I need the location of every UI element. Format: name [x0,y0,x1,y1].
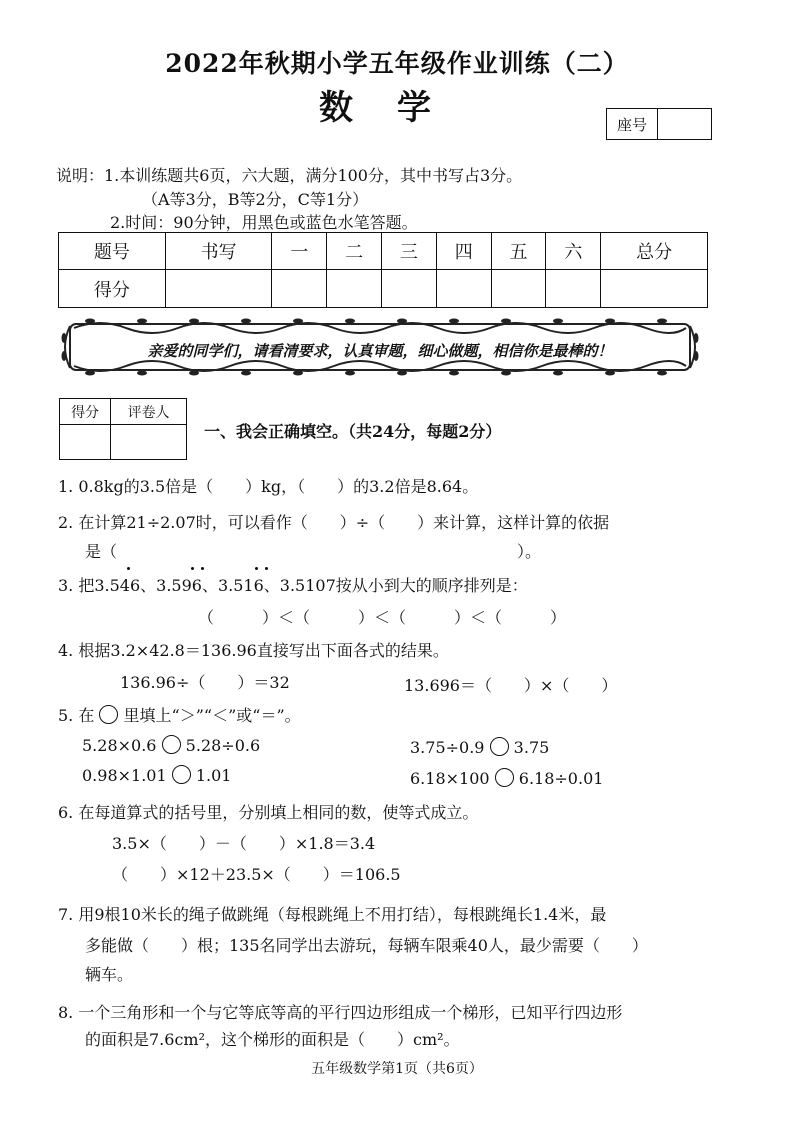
q5-item-4-right: 6.18÷0.01 [518,769,604,788]
score-cell[interactable] [491,270,546,308]
q5-item-1 [82,735,260,755]
question-6-line-3: （ ）×12＋23.5×（ ）＝106.5 [112,865,401,884]
q5-item-1-left: 5.28×0.6 [82,736,157,755]
question-4-left: 136.96÷（ ）＝32 [120,673,290,692]
score-header-cell: 一 [272,233,327,270]
grader-score-field[interactable] [60,425,111,460]
score-header-cell: 三 [382,233,437,270]
grader-name-field[interactable] [111,425,187,460]
question-4-right: 13.696＝（ ）×（ ） [404,676,618,695]
grader-box [59,398,187,460]
q5-item-1-right: 5.28÷0.6 [185,736,261,755]
grader-name-label: 评卷人 [111,399,187,425]
q5-item-2 [410,737,549,757]
encouragement-message: 亲爱的同学们，请看清要求，认真审题，细心做题，相信你是最棒的！ [147,342,613,360]
q5-item-3-right: 1.01 [195,766,232,785]
repeating-decimal-dot [255,567,258,570]
question-8-line-1: 8. 一个三角形和一个与它等底等高的平行四边形组成一个梯形，已知平行四边形 [58,1003,623,1022]
compare-circle-icon[interactable] [490,737,509,756]
exam-title: 2022年秋期小学五年级作业训练（二） [165,49,629,78]
repeating-decimal-dot [265,567,268,570]
question-6-line-1: 6. 在每道算式的括号里，分别填上相同的数，使等式成立。 [58,803,479,822]
score-header-cell: 五 [491,233,546,270]
question-7-line-1: 7. 用9根10米长的绳子做跳绳（每根跳绳上不用打结），每根跳绳长1.4米，最 [58,905,607,924]
question-2-line-1: 2. 在计算21÷2.07时，可以看作（ ）÷（ ）来计算，这样计算的依据 [58,513,610,532]
score-header-cell: 书写 [165,233,272,270]
q5-item-3 [82,765,231,785]
score-cell[interactable] [165,270,272,308]
q5-item-4 [410,768,603,788]
question-6-line-2: 3.5×（ ）－（ ）×1.8＝3.4 [112,834,376,853]
score-table [58,232,708,308]
score-header-cell: 二 [327,233,382,270]
instruction-line-3: 2.时间：90分钟，用黑色或蓝色水笔答题。 [110,213,418,232]
page-footer: 五年级数学第1页（共6页） [311,1061,483,1077]
seat-label: 座号 [607,109,658,139]
repeating-decimal-dot [127,567,130,570]
score-cell[interactable] [272,270,327,308]
instruction-line-1: 说明：1.本训练题共6页，六大题，满分100分，其中书写占3分。 [56,166,523,185]
question-8-line-2: 的面积是7.6cm²，这个梯形的面积是（ ）cm²。 [85,1030,460,1049]
q5-item-4-left: 6.18×100 [410,769,490,788]
question-1: 1. 0.8kg的3.5倍是（ ）kg，（ ）的3.2倍是8.64。 [58,477,479,496]
score-cell[interactable] [436,270,491,308]
instruction-line-2: （A等3分，B等2分，C等1分） [142,190,369,209]
section-1-heading: 一、我会正确填空。（共24分，每题2分） [204,422,502,441]
score-cell[interactable] [546,270,601,308]
score-cell[interactable] [327,270,382,308]
compare-circle-icon[interactable] [162,735,181,754]
grader-score-label: 得分 [60,399,111,425]
q5-item-2-left: 3.75÷0.9 [410,738,485,757]
question-2-line-2: 是（ ）。 [85,542,542,561]
question-7-line-3: 辆车。 [85,965,134,984]
question-3-line-1: 3. 把3.546、3.596、3.516、3.5107按从小到大的顺序排列是： [58,576,528,595]
compare-circle-icon[interactable] [172,765,191,784]
seat-field[interactable] [658,109,711,139]
question-7-line-2: 多能做（ ）根；135名同学出去游玩，每辆车限乘40人，最少需要（ ） [85,936,648,955]
q5-suffix: 里填上“＞”“＜”或“＝”。 [123,706,301,725]
subject-title: 数学 [319,88,475,128]
repeating-decimal-dot [201,567,204,570]
question-3-line-2: （ ）＜（ ）＜（ ）＜（ ） [198,608,567,627]
compare-circle-icon[interactable] [495,768,514,787]
question-5-line-1 [58,703,301,726]
q5-prefix: 5. 在 [58,706,95,725]
seat-number-box [606,108,712,140]
compare-circle-icon [99,705,118,724]
question-4-line-1: 4. 根据3.2×42.8＝136.96直接写出下面各式的结果。 [58,641,449,660]
score-header-cell: 总分 [601,233,708,270]
score-row-label: 得分 [59,270,166,308]
repeating-decimal-dot [191,567,194,570]
score-header-cell: 六 [546,233,601,270]
score-header-cell: 四 [436,233,491,270]
q5-item-2-right: 3.75 [513,738,550,757]
score-cell[interactable] [601,270,708,308]
score-cell[interactable] [382,270,437,308]
score-header-cell: 题号 [59,233,166,270]
q5-item-3-left: 0.98×1.01 [82,766,167,785]
